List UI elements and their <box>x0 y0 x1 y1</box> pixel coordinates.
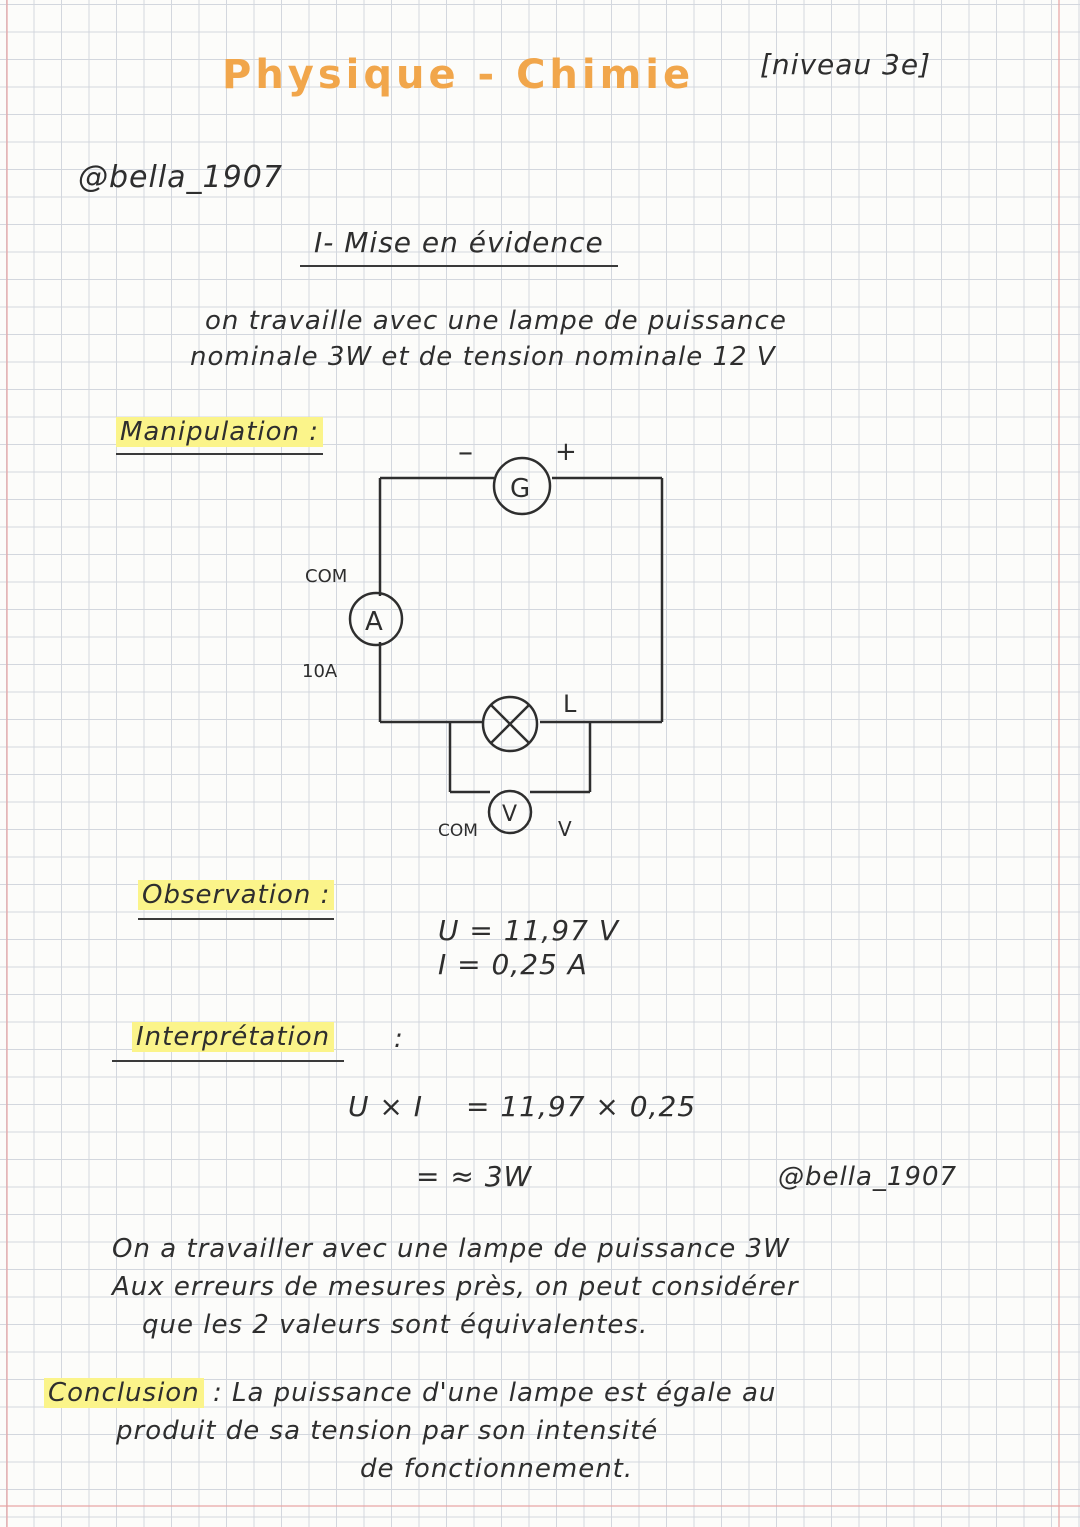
ammeter-label: A <box>365 607 383 637</box>
conclusion-label: Conclusion <box>44 1378 204 1408</box>
author-handle-repeat: @bella_1907 <box>778 1162 958 1192</box>
generator-plus: + <box>555 437 577 467</box>
conclusion-line-2: produit de sa tension par son intensité <box>116 1416 659 1446</box>
interpretation-colon: : <box>394 1024 404 1054</box>
voltmeter-label: V <box>502 802 518 827</box>
observed-voltage: U = 11,97 V <box>438 914 619 947</box>
level-tag: [niveau 3e] <box>760 48 932 81</box>
observed-current: I = 0,25 A <box>438 948 588 981</box>
observation-label-text: Observation : <box>138 880 334 910</box>
power-formula: U × I <box>348 1090 424 1123</box>
ammeter-10a-terminal: 10A <box>302 661 338 682</box>
manipulation-label-text: Manipulation : <box>116 417 323 447</box>
conclusion-line-1 <box>44 1378 776 1408</box>
power-calculation: = 11,97 × 0,25 <box>466 1090 697 1123</box>
author-handle: @bella_1907 <box>78 160 283 195</box>
interpretation-text-line-3: que les 2 valeurs sont équivalentes. <box>142 1310 649 1340</box>
page-title: Physique - Chimie <box>222 52 695 98</box>
voltmeter-com-terminal: COM <box>438 821 478 841</box>
observation-label <box>138 880 334 920</box>
interpretation-label-text: Interprétation <box>132 1022 334 1052</box>
interpretation-text-line-1: On a travailler avec une lampe de puissance 3W <box>112 1234 790 1264</box>
generator-label: G <box>510 474 531 504</box>
intro-line-1: on travaille avec une lampe de puissance <box>205 306 787 336</box>
lamp-label: L <box>563 690 577 718</box>
interpretation-label <box>112 1022 344 1062</box>
power-result: = ≈ 3W <box>416 1160 533 1193</box>
voltmeter-v-terminal: V <box>558 817 572 841</box>
section-heading: I- Mise en évidence <box>300 226 618 267</box>
generator-minus: – <box>458 435 473 470</box>
ammeter-com-terminal: COM <box>305 566 348 587</box>
conclusion-text-1: : La puissance d'une lampe est égale au <box>212 1378 777 1408</box>
conclusion-line-3: de fonctionnement. <box>360 1454 634 1484</box>
intro-line-2: nominale 3W et de tension nominale 12 V <box>190 342 776 372</box>
interpretation-text-line-2: Aux erreurs de mesures près, on peut considérer <box>112 1272 799 1302</box>
